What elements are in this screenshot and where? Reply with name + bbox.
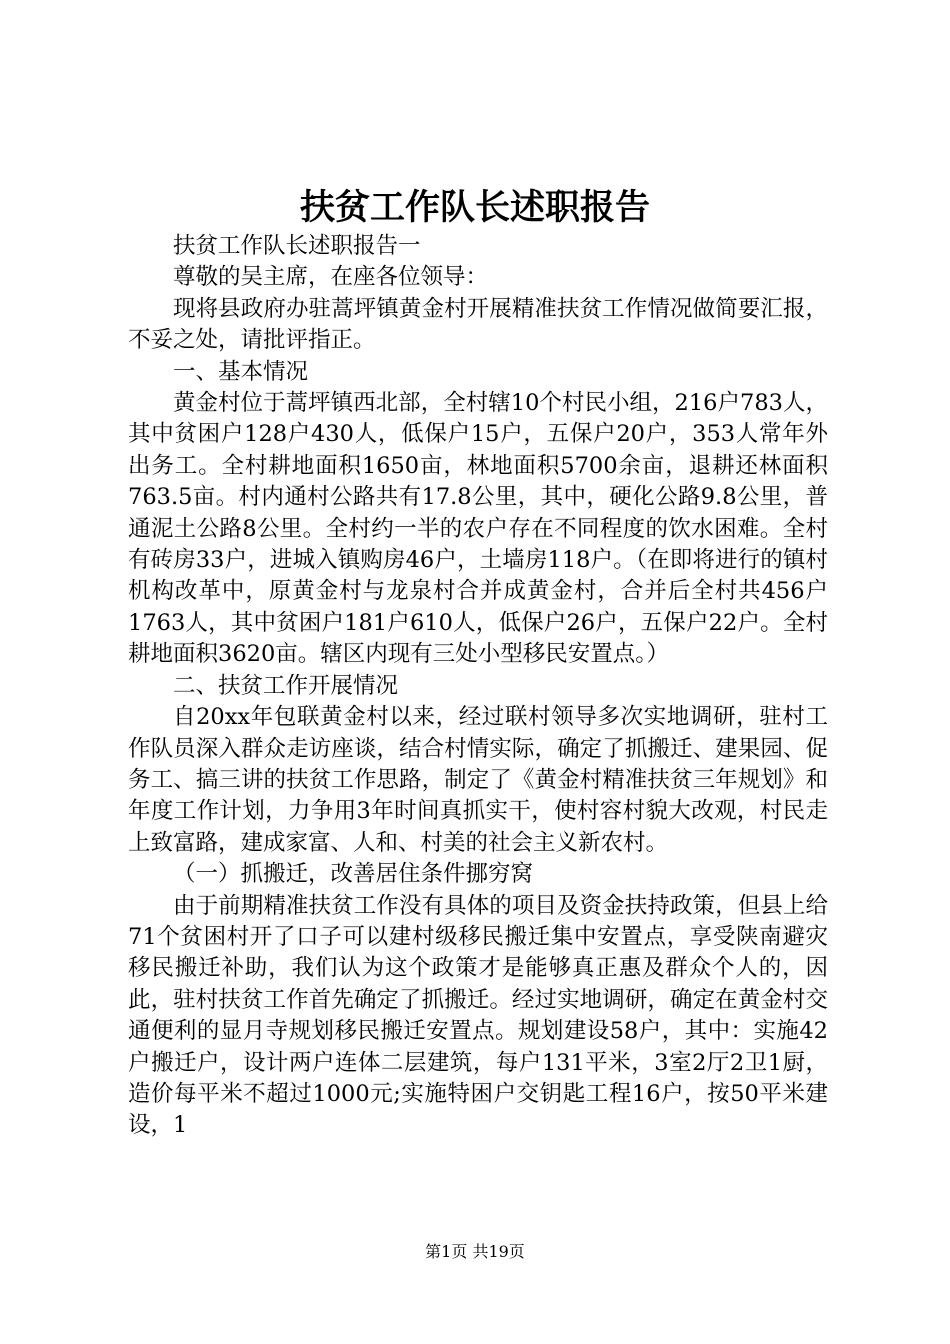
document-body	[128, 231, 828, 1142]
paragraph: 由于前期精准扶贫工作没有具体的项目及资金扶持政策，但县上给71个贫困村开了口子可以建村级移民搬迁集中安置点，享受陕南避灾移民搬迁补助，我们认为这个政策才是能够真正惠及群众个人的，因此，驻村扶贫工作首先确定了抓搬迁。经过实地调研，确定在黄金村交通便利的显月寺规划移民搬迁安置点。规划建设58户，其中：实施42户搬迁户，设计两户连体二层建筑，每户131平米，3室2厅2卫1厨，造价每平米不超过1000元;实施特困户交钥匙工程16户，按50平米建设，1	[128, 892, 828, 1139]
paragraph: 现将县政府办驻蒿坪镇黄金村开展精准扶贫工作情况做简要汇报，不妥之处，请批评指正。	[128, 295, 828, 354]
paragraph: 尊敬的吴主席，在座各位领导：	[173, 264, 489, 291]
document-title: 扶贫工作队长述职报告	[299, 187, 650, 228]
page-footer: 第1页 共19页	[425, 1242, 525, 1261]
paragraph: 扶贫工作队长述职报告一	[173, 233, 421, 259]
paragraph: 自20xx年包联黄金村以来，经过联村领导多次实地调研，驻村工作队员深入群众走访座谈，结合村情实际，确定了抓搬迁、建果园、促务工、搞三讲的扶贫工作思路，制定了《黄金村精准扶贫三年规划》和年度工作计划，力争用3年时间真抓实干，使村容村貌大改观，村民走上致富路，建成家富、人和、村美的社会主义新农村。	[128, 704, 828, 856]
section-heading: 一、基本情况	[173, 358, 309, 385]
subsection-heading: （一）抓搬迁，改善居住条件挪穷窝	[173, 861, 534, 888]
section-heading: 二、扶贫工作开展情况	[173, 672, 399, 699]
paragraph: 黄金村位于蒿坪镇西北部，全村辖10个村民小组，216户783人，其中贫困户128户430人，低保户15户，五保户20户，353人常年外出务工。全村耕地面积1650亩，林地面积5700余亩，退耕还林面积763.5亩。村内通村公路共有17.8公里，其中，硬化公路9.8公里，普通泥土公路8公里。全村约一半的农户存在不同程度的饮水困难。全村有砖房33户，进城入镇购房46户，土墙房118户。（在即将进行的镇村机构改革中，原黄金村与龙泉村合并成黄金村，合并后全村共456户1763人，其中贫困户181户610人，低保户26户，五保户22户。全村耕地面积3620亩。辖区内现有三处小型移民安置点。）	[128, 390, 828, 668]
